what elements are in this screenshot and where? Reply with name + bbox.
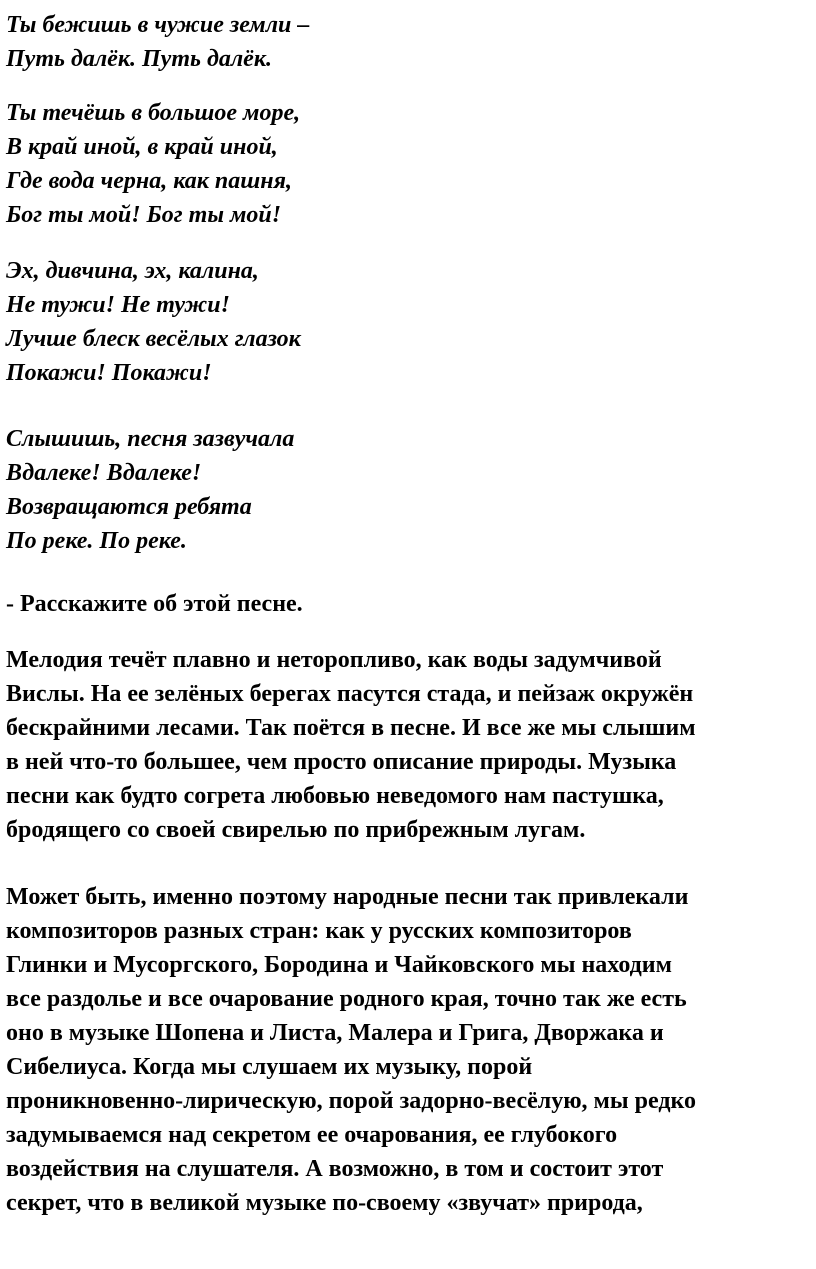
poem-line: Лучше блеск весёлых глазок [6, 326, 301, 352]
poem-line: Вдалеке! Вдалеке! [6, 460, 202, 486]
paragraph-line: композиторов разных стран: как у русских композиторов [6, 918, 632, 944]
poem-line: Бог ты мой! Бог ты мой! [6, 202, 282, 228]
paragraph-line: проникновенно-лирическую, порой задорно-весёлую, мы редко [6, 1088, 696, 1114]
paragraph-2 [6, 880, 810, 1220]
poem-line: По реке. По реке. [6, 528, 187, 554]
paragraph-line: Может быть, именно поэтому народные песни так привлекали [6, 884, 689, 910]
paragraph-line: воздействия на слушателя. А возможно, в том и состоит этот [6, 1156, 664, 1182]
paragraph-line: Мелодия течёт плавно и неторопливо, как воды задумчивой [6, 647, 662, 673]
paragraph-line: все раздолье и все очарование родного края, точно так же есть [6, 986, 687, 1012]
poem-stanza-1 [6, 8, 309, 76]
poem-stanza-2 [6, 96, 300, 232]
paragraph-line: бескрайними лесами. Так поётся в песне. И все же мы слышим [6, 715, 696, 741]
paragraph-line: в ней что-то большее, чем просто описание природы. Музыка [6, 749, 677, 775]
paragraph-line: секрет, что в великой музыке по-своему «звучат» природа, [6, 1190, 643, 1216]
poem-line: Ты бежишь в чужие земли – [6, 12, 310, 38]
paragraph-1 [6, 643, 810, 847]
poem-line: В край иной, в край иной, [6, 134, 278, 160]
paragraph-line: Вислы. На ее зелёных берегах пасутся стада, и пейзаж окружён [6, 681, 694, 707]
poem-line: Путь далёк. Путь далёк. [6, 46, 272, 72]
discussion-question: - Расскажите об этой песне. [6, 591, 303, 617]
poem-line: Возвращаются ребята [6, 494, 252, 520]
poem-line: Не тужи! Не тужи! [6, 292, 230, 318]
paragraph-line: Глинки и Мусоргского, Бородина и Чайковского мы находим [6, 952, 672, 978]
paragraph-line: бродящего со своей свирелью по прибрежным лугам. [6, 817, 586, 843]
poem-line: Где вода черна, как пашня, [6, 168, 292, 194]
paragraph-line: Сибелиуса. Когда мы слушаем их музыку, порой [6, 1054, 533, 1080]
poem-line: Эх, дивчина, эх, калина, [6, 258, 259, 284]
paragraph-line: задумываемся над секретом ее очарования, ее глубокого [6, 1122, 618, 1148]
paragraph-line: оно в музыке Шопена и Листа, Малера и Грига, Дворжака и [6, 1020, 664, 1046]
paragraph-line: песни как будто согрета любовью неведомого нам пастушка, [6, 783, 664, 809]
poem-line: Покажи! Покажи! [6, 360, 212, 386]
poem-line: Ты течёшь в большое море, [6, 100, 301, 126]
poem-stanza-3 [6, 254, 301, 390]
poem-line: Слышишь, песня зазвучала [6, 426, 295, 452]
poem-stanza-4 [6, 422, 294, 558]
